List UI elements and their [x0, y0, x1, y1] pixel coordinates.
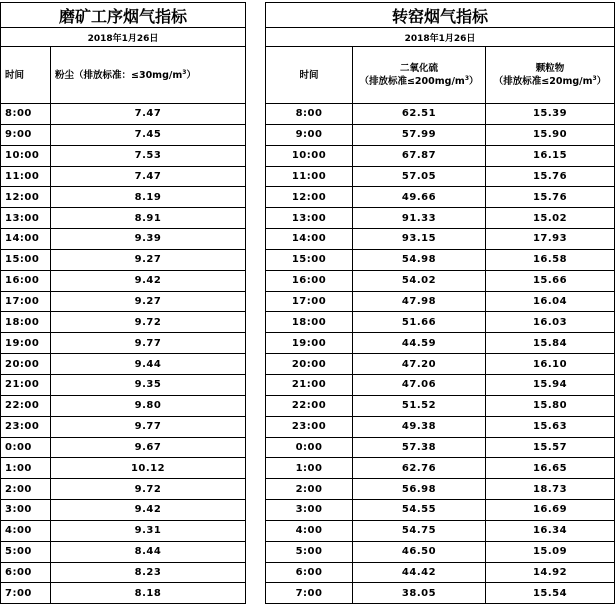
table-row: [1, 354, 246, 375]
so2-cell: 62.76: [353, 458, 486, 479]
table-row: [1, 145, 246, 166]
time-cell: 12:00: [1, 187, 51, 208]
table-row: [266, 395, 615, 416]
pm-cell: 16.03: [486, 312, 615, 333]
table-row: [1, 312, 246, 333]
dust-cell: 8.91: [51, 208, 246, 229]
pm-header: 颗粒物 （排放标准$\le 20mg/m^3$）: [486, 47, 615, 104]
so2-cell: 44.42: [353, 562, 486, 583]
grinding-title: 磨矿工序烟气指标: [1, 3, 246, 28]
time-cell: 12:00: [266, 187, 353, 208]
time-cell: 8:00: [266, 104, 353, 125]
time-cell: 6:00: [266, 562, 353, 583]
table-row: [1, 249, 246, 270]
table-row: [1, 458, 246, 479]
so2-cell: 47.98: [353, 291, 486, 312]
table-row: [1, 395, 246, 416]
table-row: [266, 124, 615, 145]
pm-cell: 15.54: [486, 583, 615, 604]
pm-cell: 15.39: [486, 104, 615, 125]
pm-cell: 14.92: [486, 562, 615, 583]
table-row: [266, 583, 615, 604]
time-header: 时间: [1, 47, 51, 104]
time-cell: 18:00: [1, 312, 51, 333]
time-cell: 19:00: [1, 333, 51, 354]
time-cell: 10:00: [1, 145, 51, 166]
dust-header: 粉尘（排放标准：$\le 30mg/m^3$）: [51, 47, 246, 104]
dust-cell: 9.44: [51, 354, 246, 375]
pm-cell: 15.90: [486, 124, 615, 145]
dust-cell: 9.27: [51, 249, 246, 270]
grinding-date: 2018年1月26日: [1, 28, 246, 47]
time-cell: 8:00: [1, 104, 51, 125]
so2-cell: 54.02: [353, 270, 486, 291]
dust-cell: 7.47: [51, 166, 246, 187]
table-row: [266, 374, 615, 395]
table-row: [266, 541, 615, 562]
table-row: [266, 520, 615, 541]
table-row: [1, 583, 246, 604]
table-row: [1, 229, 246, 250]
time-cell: 13:00: [266, 208, 353, 229]
pm-cell: 15.57: [486, 437, 615, 458]
time-cell: 20:00: [1, 354, 51, 375]
pm-cell: 17.93: [486, 229, 615, 250]
table-row: [1, 187, 246, 208]
dust-cell: 10.12: [51, 458, 246, 479]
so2-cell: 56.98: [353, 479, 486, 500]
so2-cell: 62.51: [353, 104, 486, 125]
pm-cell: 15.76: [486, 166, 615, 187]
pm-cell: 16.15: [486, 145, 615, 166]
time-cell: 21:00: [266, 374, 353, 395]
so2-cell: 57.99: [353, 124, 486, 145]
table-row: [1, 479, 246, 500]
so2-cell: 93.15: [353, 229, 486, 250]
table-row: [266, 354, 615, 375]
table-row: [1, 291, 246, 312]
so2-cell: 54.98: [353, 249, 486, 270]
dust-cell: 8.44: [51, 541, 246, 562]
time-cell: 7:00: [1, 583, 51, 604]
so2-cell: 57.05: [353, 166, 486, 187]
time-cell: 19:00: [266, 333, 353, 354]
so2-cell: 44.59: [353, 333, 486, 354]
table-row: [266, 270, 615, 291]
so2-cell: 46.50: [353, 541, 486, 562]
table-row: [266, 437, 615, 458]
time-cell: 14:00: [1, 229, 51, 250]
time-cell: 6:00: [1, 562, 51, 583]
pm-cell: 16.65: [486, 458, 615, 479]
table-row: [266, 229, 615, 250]
time-cell: 9:00: [1, 124, 51, 145]
table-row: [1, 124, 246, 145]
kiln-table: [265, 2, 615, 604]
so2-cell: 57.38: [353, 437, 486, 458]
time-cell: 13:00: [1, 208, 51, 229]
time-cell: 17:00: [1, 291, 51, 312]
so2-cell: 54.55: [353, 500, 486, 521]
table-row: [1, 166, 246, 187]
table-row: [266, 479, 615, 500]
pm-cell: 16.04: [486, 291, 615, 312]
table-row: [266, 208, 615, 229]
so2-cell: 51.52: [353, 395, 486, 416]
kiln-date: 2018年1月26日: [266, 28, 615, 47]
time-cell: 17:00: [266, 291, 353, 312]
so2-header: 二氧化硫 （排放标准$\le 200mg/m^3$）: [353, 47, 486, 104]
time-cell: 0:00: [266, 437, 353, 458]
pm-cell: 16.58: [486, 249, 615, 270]
dust-cell: 9.77: [51, 416, 246, 437]
pm-cell: 16.69: [486, 500, 615, 521]
grinding-table: [0, 2, 246, 604]
dust-cell: 7.53: [51, 145, 246, 166]
table-row: [1, 500, 246, 521]
time-cell: 3:00: [266, 500, 353, 521]
pm-cell: 15.09: [486, 541, 615, 562]
table-row: [266, 145, 615, 166]
table-row: [1, 520, 246, 541]
so2-cell: 49.66: [353, 187, 486, 208]
time-header: 时间: [266, 47, 353, 104]
dust-cell: 9.42: [51, 270, 246, 291]
time-cell: 22:00: [1, 395, 51, 416]
time-cell: 2:00: [1, 479, 51, 500]
dust-cell: 9.42: [51, 500, 246, 521]
time-cell: 11:00: [1, 166, 51, 187]
pm-cell: 15.76: [486, 187, 615, 208]
table-row: [1, 541, 246, 562]
dust-cell: 8.19: [51, 187, 246, 208]
table-row: [266, 291, 615, 312]
so2-cell: 91.33: [353, 208, 486, 229]
table-row: [266, 562, 615, 583]
table-row: [1, 270, 246, 291]
table-row: [1, 333, 246, 354]
so2-cell: 67.87: [353, 145, 486, 166]
time-cell: 16:00: [1, 270, 51, 291]
pm-cell: 15.02: [486, 208, 615, 229]
time-cell: 23:00: [266, 416, 353, 437]
table-row: [1, 374, 246, 395]
time-cell: 5:00: [1, 541, 51, 562]
time-cell: 15:00: [1, 249, 51, 270]
time-cell: 4:00: [266, 520, 353, 541]
time-cell: 10:00: [266, 145, 353, 166]
table-row: [1, 208, 246, 229]
table-row: [1, 104, 246, 125]
so2-cell: 49.38: [353, 416, 486, 437]
table-row: [1, 437, 246, 458]
table-row: [266, 500, 615, 521]
table-row: [266, 312, 615, 333]
dust-cell: 9.72: [51, 479, 246, 500]
table-row: [266, 416, 615, 437]
dust-cell: 9.31: [51, 520, 246, 541]
dust-cell: 9.39: [51, 229, 246, 250]
pm-cell: 15.84: [486, 333, 615, 354]
pm-cell: 15.94: [486, 374, 615, 395]
table-row: [266, 166, 615, 187]
time-cell: 15:00: [266, 249, 353, 270]
table-row: [1, 416, 246, 437]
table-row: [266, 458, 615, 479]
pm-cell: 18.73: [486, 479, 615, 500]
pm-cell: 16.34: [486, 520, 615, 541]
time-cell: 18:00: [266, 312, 353, 333]
pm-cell: 15.63: [486, 416, 615, 437]
so2-cell: 47.06: [353, 374, 486, 395]
dust-cell: 7.47: [51, 104, 246, 125]
time-cell: 16:00: [266, 270, 353, 291]
time-cell: 2:00: [266, 479, 353, 500]
dust-cell: 9.77: [51, 333, 246, 354]
time-cell: 20:00: [266, 354, 353, 375]
table-row: [266, 104, 615, 125]
so2-cell: 54.75: [353, 520, 486, 541]
dust-cell: 9.67: [51, 437, 246, 458]
so2-cell: 38.05: [353, 583, 486, 604]
table-row: [1, 562, 246, 583]
dust-cell: 8.23: [51, 562, 246, 583]
time-cell: 4:00: [1, 520, 51, 541]
time-cell: 5:00: [266, 541, 353, 562]
dust-cell: 7.45: [51, 124, 246, 145]
table-row: [266, 249, 615, 270]
so2-cell: 47.20: [353, 354, 486, 375]
time-cell: 11:00: [266, 166, 353, 187]
table-row: [266, 333, 615, 354]
dust-cell: 9.80: [51, 395, 246, 416]
kiln-title: 转窑烟气指标: [266, 3, 615, 28]
time-cell: 9:00: [266, 124, 353, 145]
time-cell: 14:00: [266, 229, 353, 250]
dust-cell: 8.18: [51, 583, 246, 604]
time-cell: 3:00: [1, 500, 51, 521]
pm-cell: 15.66: [486, 270, 615, 291]
time-cell: 0:00: [1, 437, 51, 458]
time-cell: 7:00: [266, 583, 353, 604]
pm-cell: 15.80: [486, 395, 615, 416]
dust-cell: 9.35: [51, 374, 246, 395]
time-cell: 21:00: [1, 374, 51, 395]
time-cell: 1:00: [266, 458, 353, 479]
so2-cell: 51.66: [353, 312, 486, 333]
dust-cell: 9.72: [51, 312, 246, 333]
pm-cell: 16.10: [486, 354, 615, 375]
time-cell: 1:00: [1, 458, 51, 479]
time-cell: 22:00: [266, 395, 353, 416]
dust-cell: 9.27: [51, 291, 246, 312]
time-cell: 23:00: [1, 416, 51, 437]
table-row: [266, 187, 615, 208]
